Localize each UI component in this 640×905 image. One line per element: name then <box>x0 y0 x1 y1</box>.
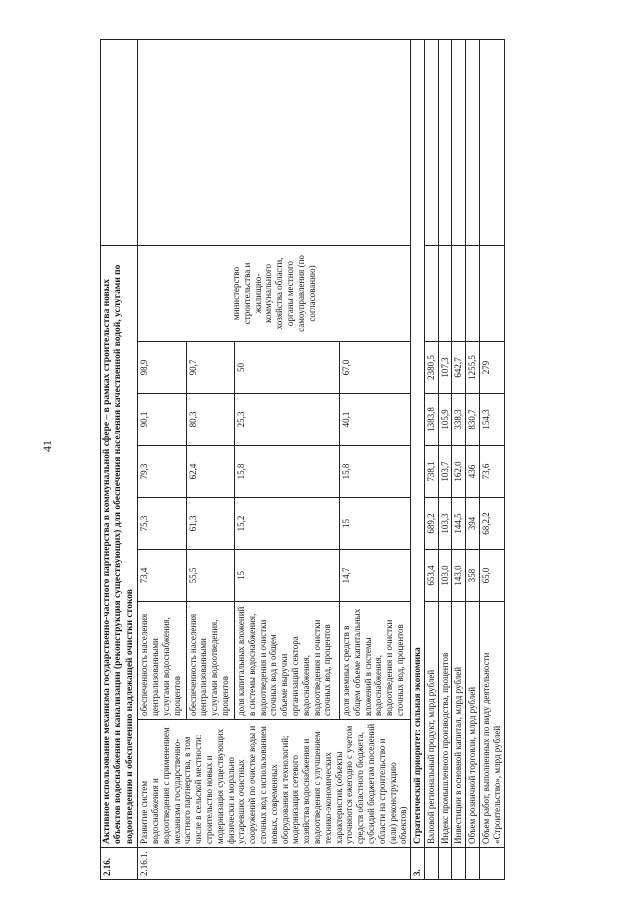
economy-value: 107,3 <box>438 342 452 394</box>
empty-cell <box>424 245 438 341</box>
empty-cell <box>438 245 452 341</box>
economy-value: 1383,8 <box>424 394 438 446</box>
empty-cell <box>480 39 505 245</box>
section-2-16-title: Активное использование механизма государственно-частного партнерства в коммунальной сфере – в рамках строительства новых объектов водоснабжения и канализации (реконструкция существующих) для обеспечения населения качественной водой, услугами по водоотведению и обеспечению надлежащей очистки стоков <box>101 245 138 847</box>
indicator-value: 79,3 <box>138 446 186 498</box>
economy-indicator-name: Валовой региональный продукт, млрд рублей <box>424 602 438 848</box>
strategy-table <box>100 39 505 880</box>
empty-cell <box>438 848 452 880</box>
measure-description: Развитие систем водоснабжения и водоотведения с применением механизма государственно-частного партнерства, в том числе в сельской местности: строительство новых и модернизация существующих физически и морально устаревших очистных сооружений по очистке воды и сточных вод с использованием новых, современных оборудования и технологий; модернизация сетевого хозяйства водоснабжения и водоотведения с улучшением технико-экономических характеристик (объекты уточняются ежегодно с учетом средств областного бюджета, субсидий бюджетам поселений области на строительство и (или) реконструкцию объектов) <box>138 720 411 848</box>
indicator-value: 73,4 <box>138 550 186 602</box>
indicator-value: 75,3 <box>138 498 186 550</box>
economy-value: 162,0 <box>452 446 466 498</box>
page-number: 41 <box>40 440 54 452</box>
economy-value: 103,7 <box>438 446 452 498</box>
economy-value: 830,7 <box>466 394 480 446</box>
indicator-value: 80,3 <box>186 394 234 446</box>
economy-value: 642,7 <box>452 342 466 394</box>
indicator-value: 25,3 <box>235 394 340 446</box>
indicator-name: доля капитальных вложений в системы водоснабжения, водоотведения и очистки сточных вод в общем объеме выручки организаций сектора водоснабжения, водоотведения и очистки сточных вод, процентов <box>235 602 340 720</box>
responsible-executor: министерство строительства и жилищно-коммунального хозяйства области, органы местного самоуправления (по согласованию) <box>138 245 411 341</box>
economy-value: 103,0 <box>438 550 452 602</box>
economy-value: 1255,5 <box>466 342 480 394</box>
economy-value: 68,2,2 <box>480 498 505 550</box>
index-2-16-1: 2.16.1. <box>138 848 411 880</box>
economy-value: 2380,5 <box>424 342 438 394</box>
economy-indicator-name: Объем розничной торговли, млрд рублей <box>466 602 480 848</box>
economy-value: 105,9 <box>438 394 452 446</box>
indicator-value: 55,5 <box>186 550 234 602</box>
indicator-value: 15,2 <box>235 498 340 550</box>
indicator-name: доля заемных средств в общем объеме капитальных вложений в системы водоснабжения, водоотведения и очистки сточных вод, процентов <box>340 602 411 720</box>
economy-indicator-name: Объем работ, выполненных по виду деятельности «Строительство», млрд рублей <box>480 602 505 848</box>
indicator-value: 15,8 <box>235 446 340 498</box>
economy-value: 143,0 <box>452 550 466 602</box>
rotated-table-area <box>100 40 620 880</box>
economy-row <box>424 39 438 879</box>
empty-cell <box>466 848 480 880</box>
economy-value: 394 <box>466 498 480 550</box>
economy-value: 144,5 <box>452 498 466 550</box>
economy-row <box>438 39 452 879</box>
indicator-value: 15,8 <box>340 446 411 498</box>
indicator-value: 62,4 <box>186 446 234 498</box>
empty-cell <box>424 39 438 245</box>
empty-cell <box>466 39 480 245</box>
economy-row <box>466 39 480 879</box>
empty-cell <box>452 245 466 341</box>
empty-cell <box>466 245 480 341</box>
indicator-name: обеспеченность населения централизованными услугами водоснабжения, процентов <box>138 602 186 720</box>
economy-value: 436 <box>466 446 480 498</box>
empty-cell <box>138 39 411 245</box>
economy-value: 65,0 <box>480 550 505 602</box>
indicator-row-1 <box>138 39 186 879</box>
section-3-title: Стратегический приоритет: сильная экономика <box>411 39 425 847</box>
indicator-value: 98,9 <box>138 342 186 394</box>
empty-cell <box>101 39 138 245</box>
economy-value: 279 <box>480 342 505 394</box>
economy-value: 103,3 <box>438 498 452 550</box>
indicator-value: 15 <box>340 498 411 550</box>
empty-cell <box>452 848 466 880</box>
indicator-value: 61,3 <box>186 498 234 550</box>
economy-indicator-name: Индекс промышленного производства, процентов <box>438 602 452 848</box>
economy-indicator-name: Инвестиции в основной капитал, млрд рублей <box>452 602 466 848</box>
economy-value: 358 <box>466 550 480 602</box>
indicator-name: обеспеченность населения централизованными услугами водоотведения, процентов <box>186 602 234 720</box>
economy-value: 689,2 <box>424 498 438 550</box>
economy-value: 154,3 <box>480 394 505 446</box>
economy-row <box>452 39 466 879</box>
indicator-value: 14,7 <box>340 550 411 602</box>
indicator-value: 15 <box>235 550 340 602</box>
economy-value: 738,1 <box>424 446 438 498</box>
empty-cell <box>480 245 505 341</box>
index-3: 3. <box>411 848 425 880</box>
indicator-value: 40,1 <box>340 394 411 446</box>
index-2-16: 2.16. <box>101 848 138 880</box>
empty-cell <box>452 39 466 245</box>
indicator-value: 67,0 <box>340 342 411 394</box>
economy-value: 73,6 <box>480 446 505 498</box>
economy-value: 338,3 <box>452 394 466 446</box>
indicator-value: 90,7 <box>186 342 234 394</box>
empty-cell <box>424 848 438 880</box>
economy-row <box>480 39 505 879</box>
row-2-16 <box>101 39 138 879</box>
empty-cell <box>438 39 452 245</box>
indicator-value: 50 <box>235 342 340 394</box>
indicator-value: 90,1 <box>138 394 186 446</box>
empty-cell <box>480 848 505 880</box>
economy-value: 653,4 <box>424 550 438 602</box>
row-3 <box>411 39 425 879</box>
